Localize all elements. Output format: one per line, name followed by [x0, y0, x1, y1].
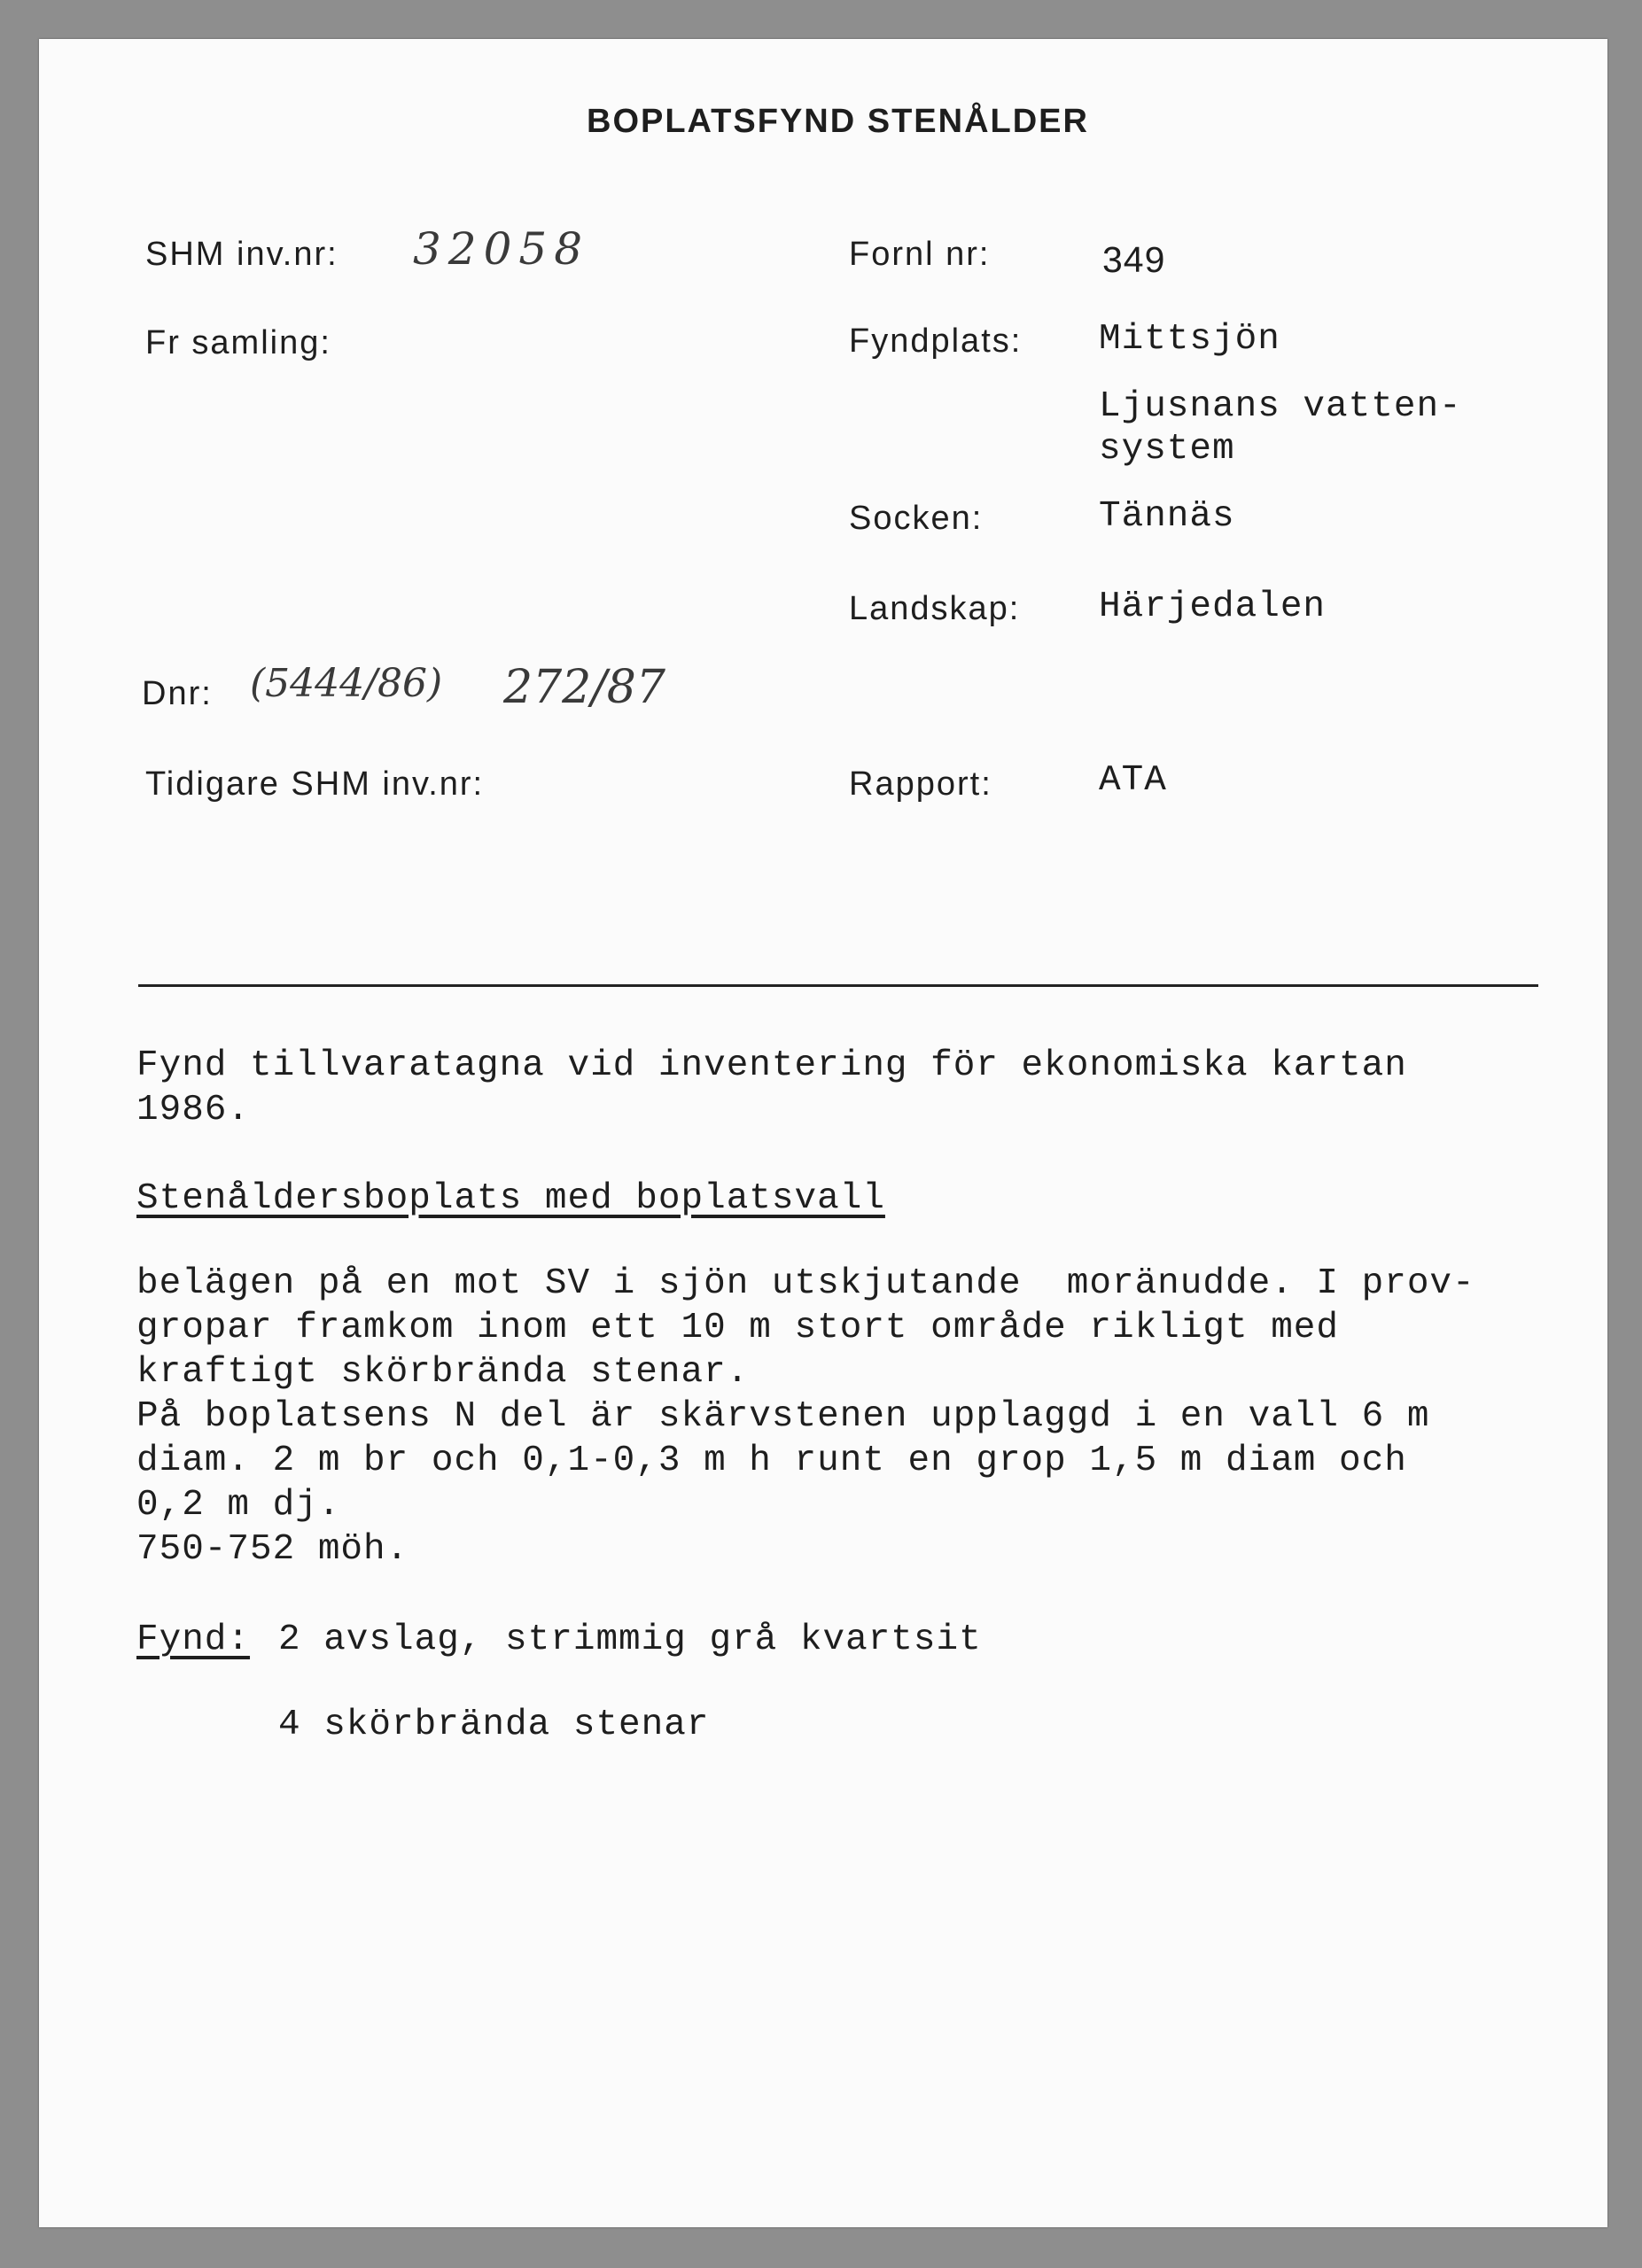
dnr-value-new: 272/87: [503, 661, 665, 714]
socken-value: Tännäs: [1099, 496, 1235, 537]
dnr-label: Dnr:: [142, 675, 213, 712]
fyndplats-label: Fyndplats:: [849, 322, 1023, 360]
landskap-label: Landskap:: [849, 590, 1021, 627]
fynd-item-1: 2 avslag, strimmig grå kvartsit: [278, 1619, 982, 1660]
fynd-item-2: 4 skörbrända stenar: [278, 1705, 710, 1745]
tidigare-shm-inv-label: Tidigare SHM inv.nr:: [145, 765, 485, 803]
landskap-value: Härjedalen: [1099, 586, 1327, 627]
shm-inv-label: SHM inv.nr:: [145, 236, 339, 273]
fornl-nr-label: Fornl nr:: [849, 236, 991, 273]
rapport-value: ATA: [1099, 760, 1167, 801]
section-heading: Stenåldersboplats med boplatsvall: [136, 1178, 885, 1219]
fynd-label: Fynd:: [136, 1619, 251, 1660]
rapport-label: Rapport:: [849, 765, 992, 803]
archive-card: [39, 39, 1607, 2227]
intro-paragraph: Fynd tillvaratagna vid inventering för ekonomiska kartan 1986.: [136, 1045, 1407, 1130]
socken-label: Socken:: [849, 500, 984, 537]
shm-inv-value: 32058: [413, 223, 590, 275]
fr-samling-label: Fr samling:: [145, 324, 331, 361]
fornl-nr-value: 349: [1102, 239, 1166, 280]
fyndplats-value-line1: Mittsjön: [1099, 319, 1280, 360]
site-description: belägen på en mot SV i sjön utskjutande moränudde. I prov- gropar framkom inom ett 10 m stort område rikligt med kraftigt skörbrända stenar. På boplatsens N del är skärvstenen upplaggd i en vall 6 m diam. 2 m br och 0,1-0,3 m h runt en grop 1,5 m diam och 0,2 m dj. 750-752 möh.: [136, 1263, 1475, 1570]
divider-line: [138, 984, 1538, 987]
dnr-value-old: (5444/86): [250, 661, 443, 706]
card-title: BOPLATSFYND STENÅLDER: [587, 103, 1089, 140]
fyndplats-value-line3: system: [1099, 429, 1235, 470]
fyndplats-value-line2: Ljusnans vatten-: [1099, 386, 1462, 427]
